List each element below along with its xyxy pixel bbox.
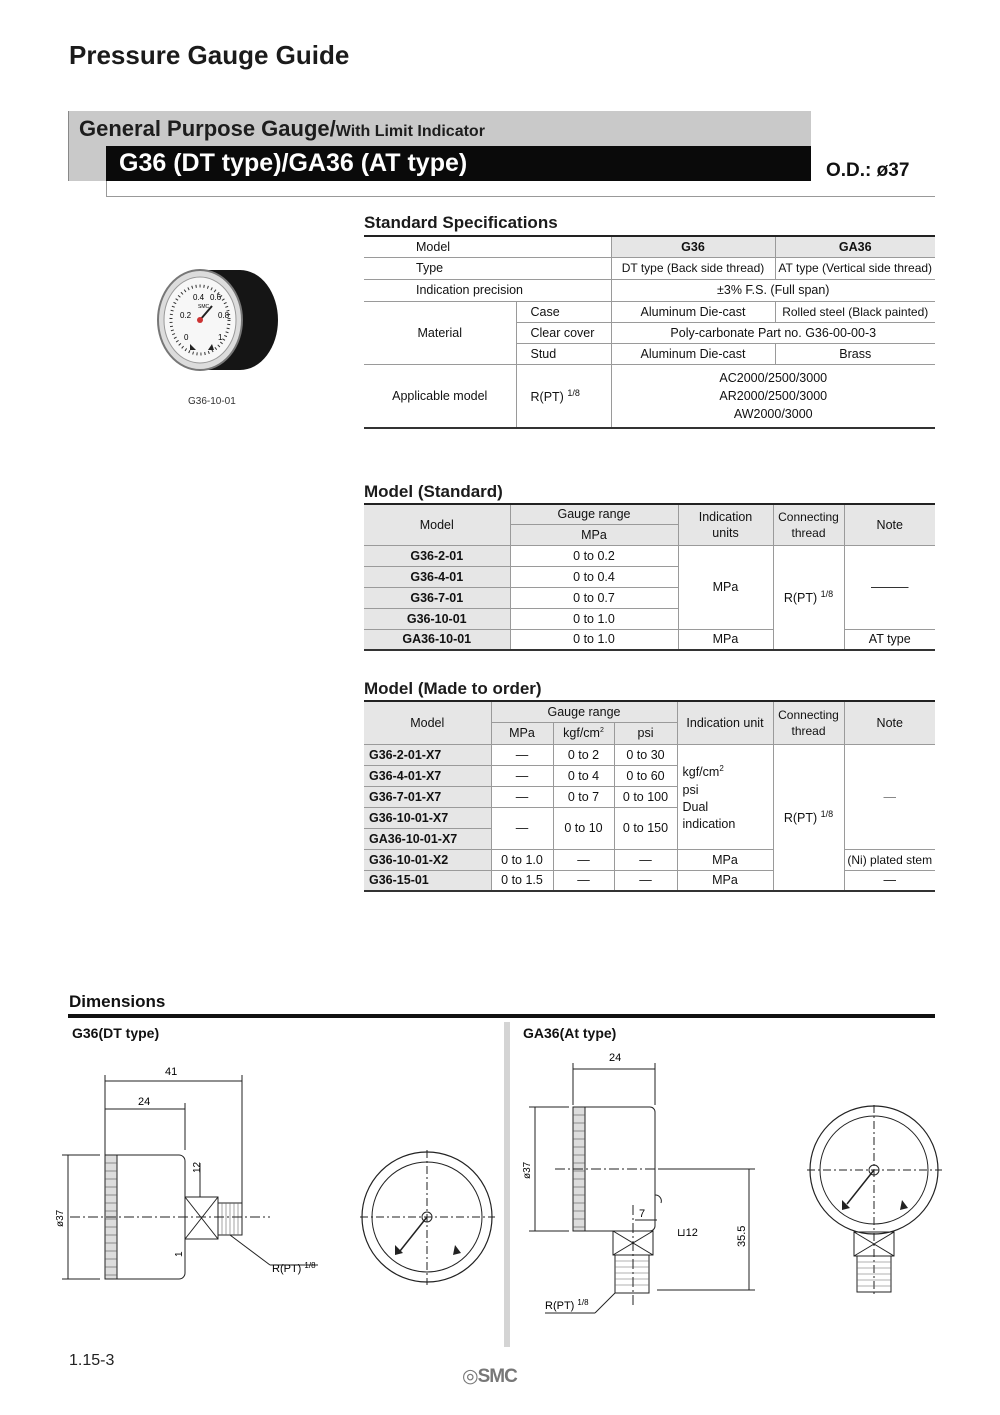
type-label: Type xyxy=(364,257,611,279)
stud-ga36: Brass xyxy=(775,343,935,364)
logo-icon: ◎ xyxy=(462,1366,478,1387)
mto-unit-group: kgf/$cm^2$ psi Dual indication xyxy=(677,744,773,849)
mto-h-unit: Indication unit xyxy=(677,701,773,744)
dimensions-rule xyxy=(68,1014,935,1018)
dim-37: ø37 xyxy=(55,1209,66,1227)
std-model: G36-7-01 xyxy=(364,587,510,608)
mto-model: G36-7-01-X7 xyxy=(364,786,491,807)
standard-title: Model (Standard) xyxy=(364,482,503,501)
specs-row-applicable xyxy=(364,364,935,428)
applicable-models: AC2000/2500/3000 AR2000/2500/3000 AW2000/3000 xyxy=(611,364,935,428)
made-table xyxy=(364,700,935,892)
at-side-drawing xyxy=(515,1045,785,1335)
mto-kgf: 0 to 4 xyxy=(553,765,614,786)
specs-table xyxy=(364,235,935,429)
mto-thread: R(PT) $^{1/8}$ xyxy=(773,744,844,891)
std-range: 0 to 0.7 xyxy=(510,587,678,608)
at-dim-37: ø37 xyxy=(522,1161,533,1179)
mto-note: (Ni) plated stem xyxy=(844,849,935,870)
mto-model: G36-15-01 xyxy=(364,870,491,891)
mto-mpa: 0 to 1.5 xyxy=(491,870,553,891)
dimensions-title: Dimensions xyxy=(69,992,166,1011)
std-h-units: Indication units xyxy=(678,504,773,545)
std-range: 0 to 0.2 xyxy=(510,545,678,566)
mto-psi: 0 to 100 xyxy=(614,786,677,807)
dial-label: 1 xyxy=(218,333,223,342)
mto-mpa: — xyxy=(491,744,553,765)
specs-title: Standard Specifications xyxy=(364,213,558,232)
dt-side-drawing xyxy=(50,1055,340,1295)
outer-diameter-label: O.D.: ø37 xyxy=(826,160,910,181)
std-range: 0 to 0.4 xyxy=(510,566,678,587)
dt-title: G36(DT type) xyxy=(72,1025,160,1041)
dial-label: 0.6 xyxy=(210,293,222,302)
table-row xyxy=(364,744,935,765)
mto-note: — xyxy=(844,870,935,891)
case-label: Case xyxy=(516,301,611,322)
mto-mpa: — xyxy=(491,786,553,807)
std-model: G36-10-01 xyxy=(364,608,510,629)
dim-12: 12 xyxy=(192,1161,203,1173)
mto-model: G36-4-01-X7 xyxy=(364,765,491,786)
std-h-note: Note xyxy=(844,504,935,545)
std-model: G36-2-01 xyxy=(364,545,510,566)
precision-label: Indication precision xyxy=(364,279,611,301)
mto-mpa: — xyxy=(491,765,553,786)
at-dim-7: 7 xyxy=(639,1208,646,1220)
cover-label: Clear cover xyxy=(516,322,611,343)
std-model: GA36-10-01 xyxy=(364,629,510,650)
at-dim-12: ⊔12 xyxy=(677,1227,698,1239)
table-row xyxy=(364,545,935,566)
specs-row-model xyxy=(364,236,935,257)
gauge-photo xyxy=(150,260,280,380)
mto-model: GA36-10-01-X7 xyxy=(364,828,491,849)
band-rule xyxy=(106,196,935,197)
mto-h-range: Gauge range xyxy=(491,701,677,722)
std-note-last: AT type xyxy=(844,629,935,650)
std-h-thread: Connecting thread xyxy=(773,504,844,545)
mto-h-note: Note xyxy=(844,701,935,744)
std-h-mpa: MPa xyxy=(510,524,678,545)
made-title: Model (Made to order) xyxy=(364,679,542,698)
mto-mpa: 0 to 1.0 xyxy=(491,849,553,870)
dial-label: 0.8 xyxy=(218,311,230,320)
std-model: G36-4-01 xyxy=(364,566,510,587)
band-rule-vertical xyxy=(106,181,107,197)
col-g36: G36 xyxy=(611,236,775,257)
mto-kgf: 0 to 10 xyxy=(553,807,614,849)
mto-h-kgf: kgf/$cm^2$ xyxy=(553,722,614,744)
mto-h-model: Model xyxy=(364,701,491,744)
mto-h-thread: Connecting thread xyxy=(773,701,844,744)
dt-thread-label: R(PT) $^{1/8}$ xyxy=(272,1261,316,1275)
at-dim-355: 35.5 xyxy=(736,1225,748,1247)
at-title: GA36(At type) xyxy=(523,1025,617,1041)
mto-psi: 0 to 150 xyxy=(614,807,677,849)
at-dim-24: 24 xyxy=(609,1052,622,1064)
mto-psi: 0 to 30 xyxy=(614,744,677,765)
mto-model: G36-2-01-X7 xyxy=(364,744,491,765)
dial-label: 0.2 xyxy=(180,311,192,320)
at-front-drawing xyxy=(802,1100,947,1300)
stud-g36: Aluminum Die-cast xyxy=(611,343,775,364)
std-thread: R(PT) $^{1/8}$ xyxy=(773,545,844,650)
mto-psi: 0 to 60 xyxy=(614,765,677,786)
mto-unit: MPa xyxy=(677,870,773,891)
smc-logo: ◎SMC xyxy=(462,1366,517,1387)
mto-model: G36-10-01-X2 xyxy=(364,849,491,870)
mto-note-dash: — xyxy=(844,744,935,849)
mto-h-psi: psi xyxy=(614,722,677,744)
type-g36: DT type (Back side thread) xyxy=(611,257,775,279)
table-row xyxy=(364,849,935,870)
dim-1: 1 xyxy=(174,1251,185,1257)
specs-row-type xyxy=(364,257,935,279)
at-thread-label: R(PT) $^{1/8}$ xyxy=(545,1298,589,1312)
specs-row-precision xyxy=(364,279,935,301)
col-ga36: GA36 xyxy=(775,236,935,257)
mto-kgf: 0 to 2 xyxy=(553,744,614,765)
dial-label: 0.4 xyxy=(193,293,205,302)
dimensions-separator xyxy=(504,1022,510,1347)
std-h-range: Gauge range xyxy=(510,504,678,524)
mto-kgf: — xyxy=(553,849,614,870)
dim-24: 24 xyxy=(138,1096,151,1108)
mto-psi: — xyxy=(614,870,677,891)
mto-mpa: — xyxy=(491,807,553,849)
standard-table xyxy=(364,503,935,651)
std-range: 0 to 1.0 xyxy=(510,629,678,650)
dim-41: 41 xyxy=(165,1066,178,1078)
band-title: General Purpose Gauge/With Limit Indicator xyxy=(79,116,485,141)
dt-front-drawing xyxy=(355,1145,500,1290)
page-title: Pressure Gauge Guide xyxy=(69,40,350,70)
table-row xyxy=(364,870,935,891)
std-unit-last: MPa xyxy=(678,629,773,650)
mto-unit: MPa xyxy=(677,849,773,870)
std-unit-group: MPa xyxy=(678,545,773,629)
model-label: Model xyxy=(364,236,611,257)
case-g36: Aluminum Die-cast xyxy=(611,301,775,322)
std-h-model: Model xyxy=(364,504,510,545)
specs-row-case xyxy=(364,301,935,322)
precision-value: ±3% F.S. (Full span) xyxy=(611,279,935,301)
photo-caption: G36-10-01 xyxy=(188,396,236,407)
material-label: Material xyxy=(364,301,516,364)
type-ga36: AT type (Vertical side thread) xyxy=(775,257,935,279)
dial-label: 0 xyxy=(184,333,189,342)
cover-value: Poly-carbonate Part no. G36-00-00-3 xyxy=(611,322,935,343)
mto-kgf: — xyxy=(553,870,614,891)
stud-label: Stud xyxy=(516,343,611,364)
applicable-label: Applicable model xyxy=(364,364,516,428)
page-number: 1.15-3 xyxy=(69,1352,115,1369)
mto-h-mpa: MPa xyxy=(491,722,553,744)
dial-brand: SMC xyxy=(198,304,210,310)
mto-model: G36-10-01-X7 xyxy=(364,807,491,828)
mto-psi: — xyxy=(614,849,677,870)
band-model-title: G36 (DT type)/GA36 (AT type) xyxy=(106,146,811,181)
std-note-dash: ——— xyxy=(844,545,935,629)
case-ga36: Rolled steel (Black painted) xyxy=(775,301,935,322)
applicable-thread: R(PT) $^{1/8}$ xyxy=(516,364,611,428)
table-row xyxy=(364,629,935,650)
std-range: 0 to 1.0 xyxy=(510,608,678,629)
mto-kgf: 0 to 7 xyxy=(553,786,614,807)
